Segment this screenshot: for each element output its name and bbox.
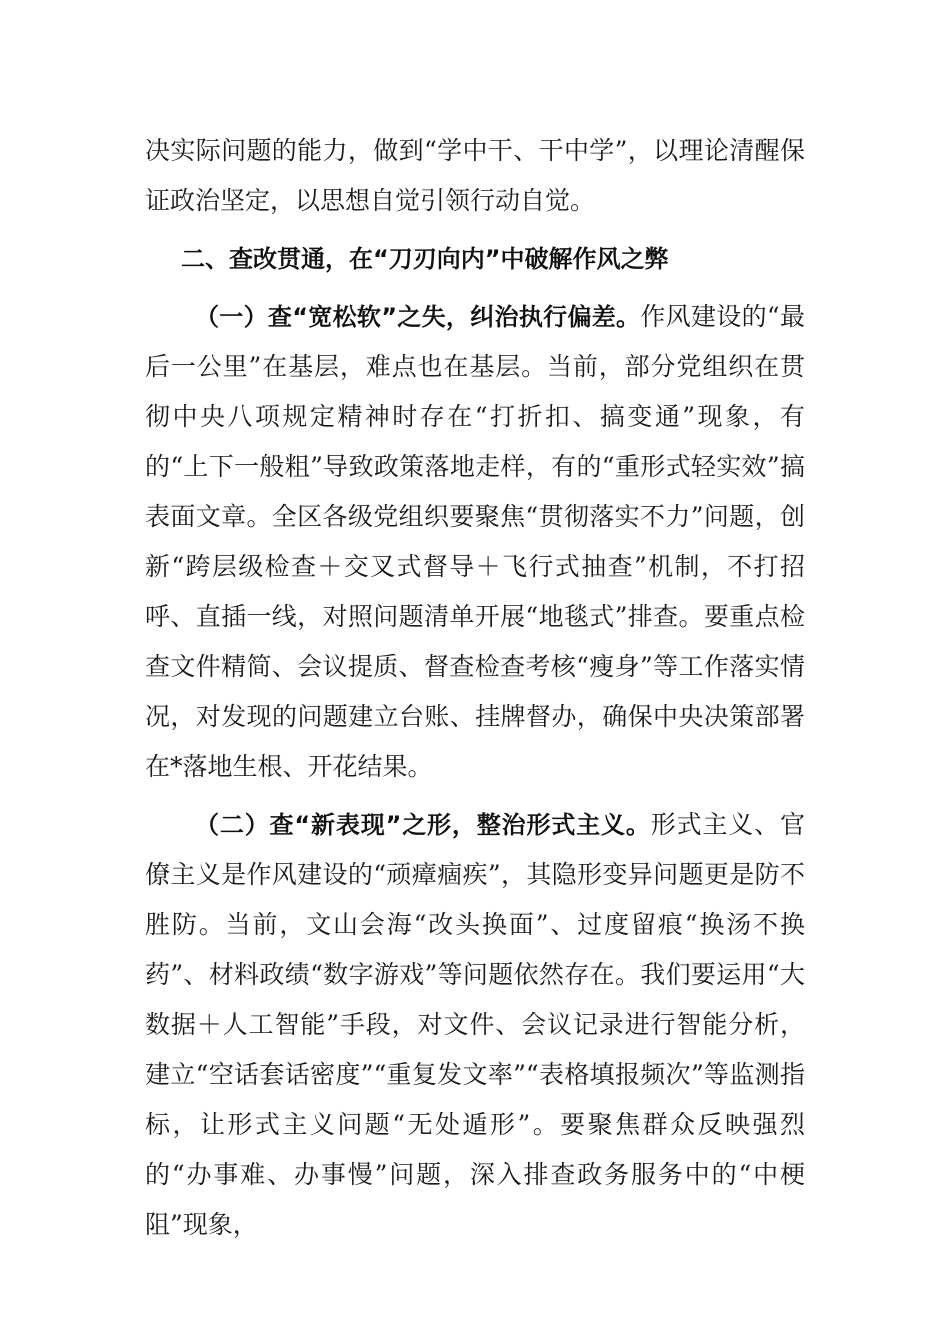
subsection-body-2: 形式主义、官僚主义是作风建设的“顽瘴痼疾”，其隐形变异问题更是防不胜防。当前，文山会海“改头换面”、过度留痕“换汤不换药”、材料政绩“数字游戏”等问题依然存在。我们要运用“大数据＋人工智能”手段，对文件、会议记录进行智能分析，建立“空话套话密度”“重复发文率”“表格填报频次”等监测指标，让形式主义问题“无处遁形”。要聚焦群众反映强烈的“办事难、办事慢”问题，深入排查政务服务中的“中梗阻”现象， bbox=[145, 810, 805, 1239]
section-heading: 二、查改贯通，在“刀刃向内”中破解作风之弊 bbox=[181, 245, 669, 273]
subsection-paragraph-1 bbox=[145, 292, 805, 792]
subsection-lead-1: （一）查“宽松软”之失，纠治执行偏差。 bbox=[195, 303, 641, 331]
subsection-body-1: 作风建设的“最后一公里”在基层，难点也在基层。当前，部分党组织在贯彻中央八项规定精神时存在“打折扣、搞变通”现象，有的“上下一般粗”导致政策落地走样，有的“重形式轻实效”搞表面文章。全区各级党组织要聚焦“贯彻落实不力”问题，创新“跨层级检查＋交叉式督导＋飞行式抽查”机制，不打招呼、直插一线，对照问题清单开展“地毯式”排查。要重点检查文件精简、会议提质、督查检查考核“瘦身”等工作落实情况，对发现的问题建立台账、挂牌督办，确保中央决策部署在*落地生根、开花结果。 bbox=[145, 302, 805, 781]
subsection-lead-2: （二）查“新表现”之形，整治形式主义。 bbox=[195, 811, 651, 839]
continuation-paragraph: 决实际问题的能力，做到“学中干、干中学”，以理论清醒保证政治坚定，以思想自觉引领行动自觉。 bbox=[145, 136, 805, 215]
document-body bbox=[145, 126, 805, 1250]
subsection-paragraph-2 bbox=[145, 800, 805, 1250]
